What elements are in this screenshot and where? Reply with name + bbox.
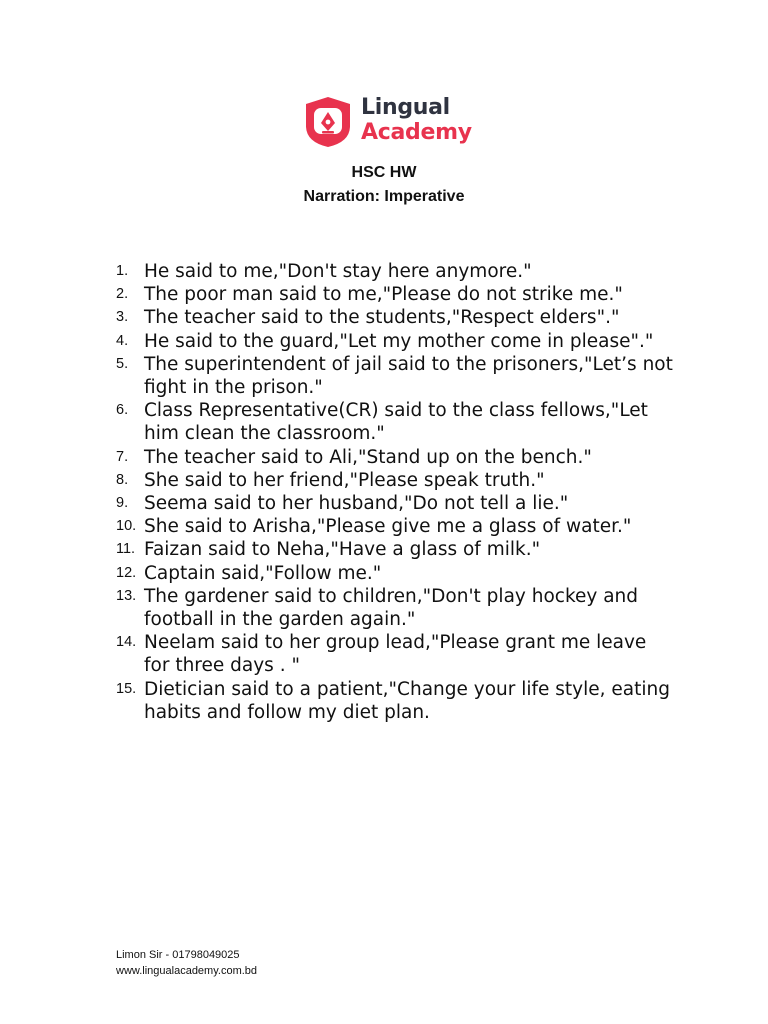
list-item <box>116 562 676 585</box>
list-item <box>116 446 676 469</box>
list-item <box>116 515 676 538</box>
list-item <box>116 492 676 515</box>
list-item-number: 7. <box>116 448 129 465</box>
list-item <box>116 330 676 353</box>
list-item-number: 12. <box>116 564 137 581</box>
list-item-text: He said to the guard,"Let my mother come in please"." <box>144 330 654 352</box>
list-item-number: 10. <box>116 518 137 535</box>
list-item-number: 5. <box>116 355 129 372</box>
list-item-text: The poor man said to me,"Please do not strike me." <box>144 284 623 306</box>
list-item <box>116 260 676 283</box>
list-item-text: Neelam said to her group lead,"Please grant me leave for three days . " <box>144 632 647 677</box>
list-item <box>116 283 676 306</box>
list-item-text: The gardener said to children,"Don't play hockey and football in the garden again." <box>144 585 639 631</box>
list-item-text: The superintendent of jail said to the prisoners,"Let’s not fight in the prison." <box>144 353 673 399</box>
list-item-number: 11. <box>116 541 136 558</box>
list-item-text: Faizan said to Neha,"Have a glass of milk." <box>144 539 541 561</box>
list-item <box>116 678 676 724</box>
list-item-text: Seema said to her husband,"Do not tell a lie." <box>144 493 569 515</box>
list-item-number: 2. <box>116 286 129 303</box>
list-item-text: She said to her friend,"Please speak truth." <box>144 469 545 491</box>
list-item <box>116 585 676 631</box>
lingual-academy-logo <box>300 95 480 151</box>
list-item-number: 13. <box>116 587 137 604</box>
list-item-text: The teacher said to Ali,"Stand up on the bench." <box>144 446 592 468</box>
academy-pen-nib-icon <box>300 96 356 148</box>
list-item-number: 15. <box>116 680 137 697</box>
list-item <box>116 631 676 677</box>
logo-text-lingual: Lingual <box>361 95 450 120</box>
page-title: HSC HW <box>351 164 417 181</box>
list-item-number: 6. <box>116 402 129 419</box>
list-item-text: Captain said,"Follow me." <box>144 562 382 584</box>
footer-contact: Limon Sir - 01798049025 <box>116 949 240 961</box>
logo-wordmark <box>361 95 472 145</box>
list-item-text: She said to Arisha,"Please give me a glass of water." <box>144 516 632 538</box>
page-subtitle: Narration: Imperative <box>303 188 465 205</box>
list-item <box>116 469 676 492</box>
list-item-text: He said to me,"Don't stay here anymore." <box>144 261 532 282</box>
list-item-number: 3. <box>116 309 129 326</box>
list-item-number: 1. <box>116 263 129 279</box>
list-item-number: 9. <box>116 495 129 512</box>
list-item-text: The teacher said to the students,"Respect elders"." <box>144 307 620 329</box>
sentence-list <box>116 260 676 724</box>
list-item-number: 14. <box>116 634 137 651</box>
logo-text-academy: Academy <box>361 120 472 145</box>
list-item <box>116 538 676 561</box>
list-item-number: 4. <box>116 332 129 349</box>
footer-website: www.lingualacademy.com.bd <box>116 965 258 977</box>
list-item-text: Class Representative(CR) said to the class fellows,"Let him clean the classroom." <box>144 400 648 445</box>
list-item <box>116 306 676 329</box>
list-item <box>116 399 676 445</box>
list-item-text: Dietician said to a patient,"Change your life style, eating habits and follow my diet plan. <box>144 678 670 723</box>
list-item-number: 8. <box>116 471 129 488</box>
list-item <box>116 353 676 399</box>
